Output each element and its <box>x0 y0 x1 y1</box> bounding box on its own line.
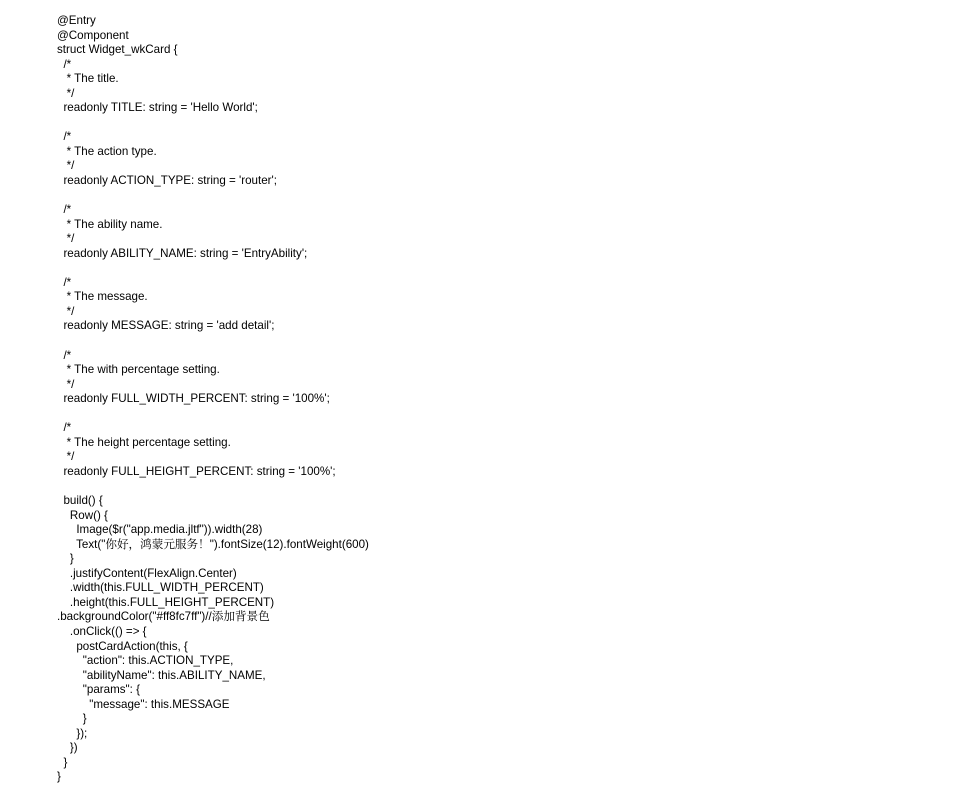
code-line: */ <box>57 232 75 246</box>
code-line: .onClick(() => { <box>57 624 147 638</box>
code-line: .width(this.FULL_WIDTH_PERCENT) <box>57 581 264 595</box>
code-line: */ <box>57 304 75 318</box>
code-line: .backgroundColor("#ff8fc7ff")//添加背景色 <box>57 610 270 624</box>
code-line: * The title. <box>57 72 119 86</box>
code-line: build() { <box>57 494 103 508</box>
code-line: "message": this.MESSAGE <box>57 697 230 711</box>
code-line: .justifyContent(FlexAlign.Center) <box>57 566 237 580</box>
code-line: */ <box>57 377 75 391</box>
code-line <box>57 407 937 422</box>
code-line: /* <box>57 275 72 289</box>
code-line: "action": this.ACTION_TYPE, <box>57 654 234 668</box>
code-line: "params": { <box>57 683 140 697</box>
code-line: /* <box>57 348 72 362</box>
code-line: @Entry <box>57 14 96 27</box>
code-line: postCardAction(this, { <box>57 639 188 653</box>
code-line: .height(this.FULL_HEIGHT_PERCENT) <box>57 595 275 609</box>
code-line: * The height percentage setting. <box>57 435 231 449</box>
code-line: /* <box>57 57 72 71</box>
code-line: readonly ABILITY_NAME: string = 'EntryAbility'; <box>57 246 308 260</box>
code-line <box>57 116 937 131</box>
code-line: /* <box>57 203 72 217</box>
code-line: /* <box>57 130 72 144</box>
code-line: Image($r("app.media.jltf")).width(28) <box>57 523 263 537</box>
code-line <box>57 189 937 204</box>
code-line: */ <box>57 159 75 173</box>
code-line: * The action type. <box>57 144 157 158</box>
code-line: */ <box>57 86 75 100</box>
code-line: */ <box>57 450 75 464</box>
code-line: * The with percentage setting. <box>57 363 220 377</box>
code-line: readonly TITLE: string = 'Hello World'; <box>57 101 258 115</box>
code-line: } <box>57 770 61 784</box>
code-line: Row() { <box>57 508 108 522</box>
code-block <box>57 14 937 785</box>
code-line <box>57 261 937 276</box>
code-line: /* <box>57 421 72 435</box>
code-line <box>57 334 937 349</box>
code-line: "abilityName": this.ABILITY_NAME, <box>57 668 266 682</box>
code-line <box>57 480 937 495</box>
code-line: } <box>57 755 68 769</box>
code-line: Text("你好，鸿蒙元服务！").fontSize(12).fontWeight(600) <box>57 537 369 551</box>
code-line: }) <box>57 741 78 755</box>
code-line: }); <box>57 726 88 740</box>
code-line: * The message. <box>57 290 148 304</box>
code-line: @Component <box>57 28 129 42</box>
code-line: * The ability name. <box>57 217 163 231</box>
code-line: struct Widget_wkCard { <box>57 43 178 57</box>
code-line: readonly FULL_HEIGHT_PERCENT: string = '100%'; <box>57 464 336 478</box>
code-line: readonly MESSAGE: string = 'add detail'; <box>57 319 275 333</box>
code-line: readonly FULL_WIDTH_PERCENT: string = '100%'; <box>57 392 330 406</box>
code-line: } <box>57 552 74 566</box>
code-line: readonly ACTION_TYPE: string = 'router'; <box>57 174 277 188</box>
code-line: } <box>57 712 87 726</box>
